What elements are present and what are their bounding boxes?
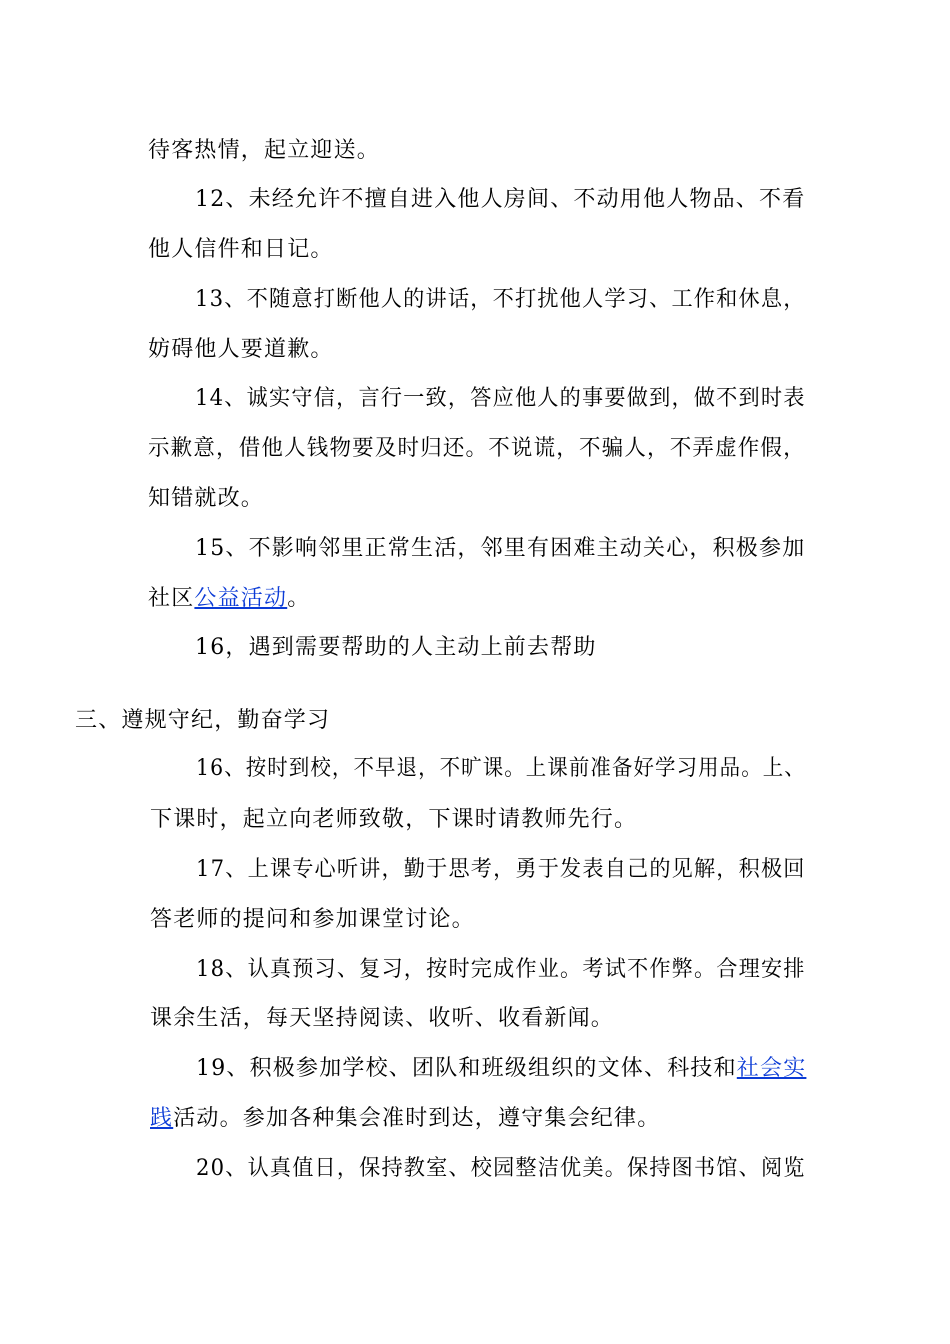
text-line: 示歉意，借他人钱物要及时归还。不说谎，不骗人，不弄虚作假， bbox=[148, 436, 806, 461]
text-line: 18、认真预习、复习，按时完成作业。考试不作弊。合理安排 bbox=[196, 957, 806, 982]
text-line: 16、按时到校，不早退，不旷课。上课前准备好学习用品。上、 bbox=[196, 756, 806, 781]
text-line: 他人信件和日记。 bbox=[148, 237, 334, 262]
text-segment: 活动。参加各种集会准时到达，遵守集会纪律。 bbox=[173, 1106, 661, 1131]
text-line: 课余生活，每天坚持阅读、收听、收看新闻。 bbox=[150, 1006, 615, 1031]
text-line: 14、诚实守信，言行一致，答应他人的事要做到，做不到时表 bbox=[195, 386, 806, 411]
public-welfare-link[interactable]: 公益活动 bbox=[194, 586, 288, 611]
text-segment: 。 bbox=[287, 586, 311, 611]
section-heading: 三、遵规守纪，勤奋学习 bbox=[75, 708, 331, 733]
text-line bbox=[150, 1104, 660, 1134]
text-line: 17、上课专心听讲，勤于思考，勇于发表自己的见解，积极回 bbox=[196, 857, 806, 882]
text-line: 待客热情，起立迎送。 bbox=[148, 138, 381, 163]
text-line bbox=[148, 584, 310, 614]
text-line bbox=[196, 1054, 806, 1084]
text-line: 妨碍他人要道歉。 bbox=[148, 337, 334, 362]
text-line: 15、不影响邻里正常生活，邻里有困难主动关心，积极参加 bbox=[195, 536, 806, 561]
text-segment: 19、积极参加学校、团队和班级组织的文体、科技和 bbox=[196, 1056, 737, 1081]
text-line: 13、不随意打断他人的讲话，不打扰他人学习、工作和休息， bbox=[195, 287, 806, 312]
text-line: 下课时，起立向老师致敬，下课时请教师先行。 bbox=[150, 807, 638, 832]
text-line: 16，遇到需要帮助的人主动上前去帮助 bbox=[195, 635, 597, 660]
text-line: 12、未经允许不擅自进入他人房间、不动用他人物品、不看 bbox=[195, 187, 806, 212]
text-line: 答老师的提问和参加课堂讨论。 bbox=[150, 907, 475, 932]
social-practice-link[interactable]: 社会实 bbox=[736, 1056, 807, 1081]
text-segment: 社区 bbox=[148, 586, 195, 611]
social-practice-link-continued[interactable]: 践 bbox=[150, 1106, 174, 1131]
text-line: 20、认真值日，保持教室、校园整洁优美。保持图书馆、阅览 bbox=[196, 1156, 806, 1181]
text-line: 知错就改。 bbox=[148, 486, 265, 511]
